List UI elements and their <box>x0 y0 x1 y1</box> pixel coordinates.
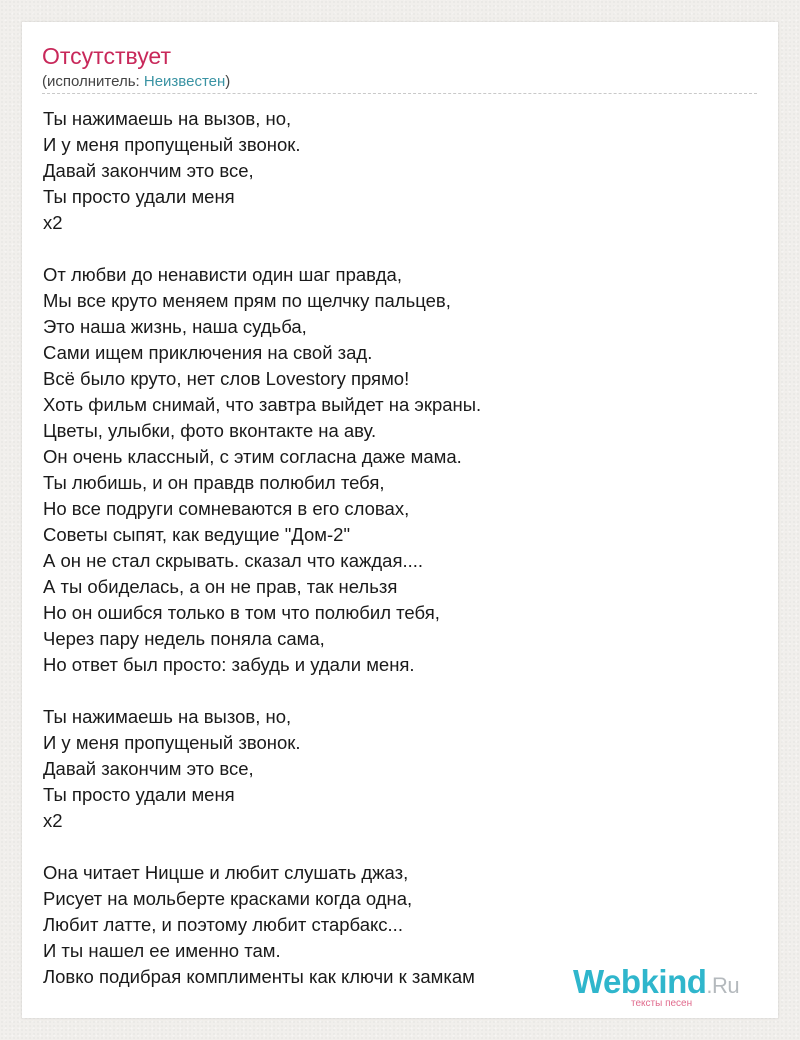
artist-prefix: (исполнитель: <box>42 73 144 90</box>
lyric-line: Цветы, улыбки, фото вконтакте на аву. <box>43 420 377 441</box>
lyric-line: Ты просто удали меня <box>43 186 235 207</box>
lyric-line: Ты нажимаешь на вызов, но, <box>43 706 292 727</box>
divider <box>42 93 757 94</box>
lyric-line: Это наша жизнь, наша судьба, <box>43 316 307 337</box>
lyric-line: И ты нашел ее именно там. <box>43 940 281 961</box>
lyric-line: Ловко подибрая комплименты как ключи к замкам <box>43 966 475 987</box>
lyric-line: Он очень классный, с этим согласна даже мама. <box>43 446 462 467</box>
lyric-line: Советы сыпят, как ведущие "Дом-2" <box>43 524 351 545</box>
lyric-line: И у меня пропущеный звонок. <box>43 134 301 155</box>
lyric-line: Ты нажимаешь на вызов, но, <box>43 108 292 129</box>
logo-main-text: Webkind <box>573 963 707 1000</box>
song-title: Отсутствует <box>42 43 171 69</box>
lyrics-card <box>22 22 778 1018</box>
lyric-line: Давай закончим это все, <box>43 160 254 181</box>
lyric-line: x2 <box>43 212 63 233</box>
lyric-line: Хоть фильм снимай, что завтра выйдет на экраны. <box>43 394 482 415</box>
lyric-line: x2 <box>43 810 63 831</box>
logo-subtitle: тексты песен <box>631 998 693 1009</box>
lyric-line: От любви до ненависти один шаг правда, <box>43 264 402 285</box>
stanza-break <box>43 236 753 262</box>
lyric-line: Но он ошибся только в том что полюбил тебя, <box>43 602 440 623</box>
stanza-break <box>43 834 753 860</box>
lyric-line: Всё было круто, нет слов Lovestory прямо! <box>43 368 410 389</box>
stanza-break <box>43 678 753 704</box>
lyric-line: Ты любишь, и он правдв полюбил тебя, <box>43 472 385 493</box>
lyric-line: Мы все круто меняем прям по щелчку пальцев, <box>43 290 451 311</box>
lyric-line: Но все подруги сомневаются в его словах, <box>43 498 410 519</box>
artist-suffix: ) <box>225 73 231 90</box>
lyric-line: Любит латте, и поэтому любит старбакс... <box>43 914 403 935</box>
lyric-line: Рисует на мольберте красками когда одна, <box>43 888 413 909</box>
lyric-line: Ты просто удали меня <box>43 784 235 805</box>
logo-tld: .Ru <box>706 973 740 998</box>
lyric-line: А он не стал скрывать. сказал что каждая.... <box>43 550 424 571</box>
artist-link[interactable]: Неизвестен <box>143 73 226 90</box>
lyric-line: Сами ищем приключения на свой зад. <box>43 342 373 363</box>
site-logo[interactable] <box>573 964 768 1014</box>
artist-line <box>42 73 230 91</box>
lyric-line: Она читает Ницше и любит слушать джаз, <box>43 862 409 883</box>
lyric-line: Давай закончим это все, <box>43 758 254 779</box>
lyric-line: И у меня пропущеный звонок. <box>43 732 301 753</box>
lyrics-body <box>43 106 753 990</box>
lyric-line: Через пару недель поняла сама, <box>43 628 325 649</box>
lyric-line: А ты обиделась, а он не прав, так нельзя <box>43 576 398 597</box>
lyric-line: Но ответ был просто: забудь и удали меня. <box>43 654 415 675</box>
